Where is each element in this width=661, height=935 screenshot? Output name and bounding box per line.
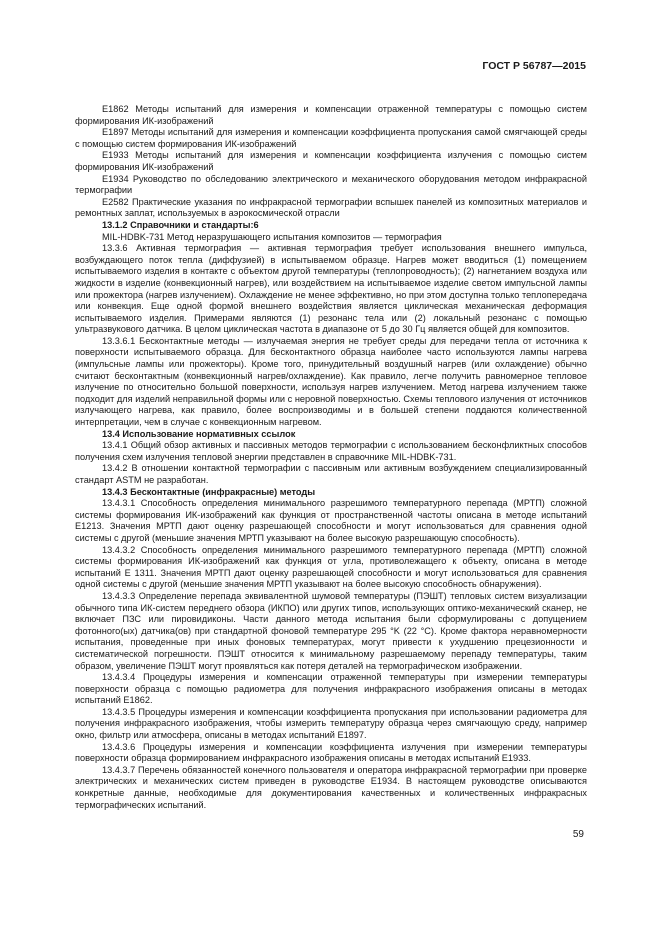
section-heading: 13.4 Использование нормативных ссылок: [102, 428, 296, 439]
paragraph: 13.4.3.6 Процедуры измерения и компенсации коэффициента излучения при измерении температуры поверхности образца формированием инфракрасного изображения описаны в методах испытаний E1933.: [75, 741, 587, 764]
document-header: ГОСТ Р 56787—2015: [482, 60, 586, 72]
paragraph: E1862 Методы испытаний для измерения и компенсации отраженной температуры с помощью систем формирования ИК-изображений: [75, 104, 587, 126]
paragraph: 13.4.3.7 Перечень обязанностей конечного пользователя и оператора инфракрасной термографии при проверке электрических и механических систем приведен в руководстве E1934. В настоящем руководстве описываются конкретные данные, необходимые для документирования качественных и количественных инфракрасных термографических испытаний.: [75, 764, 587, 810]
paragraph: E1934 Руководство по обследованию электрического и механического оборудования методом инфракрасной термографии: [75, 173, 587, 196]
document-body: [75, 104, 587, 811]
paragraph: E1897 Методы испытаний для измерения и компенсации коэффициента пропускания самой смягчающей среды с помощью систем формирования ИК-изображений: [75, 127, 587, 149]
section-heading: 13.4.3 Бесконтактные (инфракрасные) методы: [102, 486, 316, 497]
paragraph: 13.4.3.4 Процедуры измерения и компенсации отраженной температуры при измерении температуры поверхности образца с помощью радиометра для получения инфракрасного изображения описаны в методах испытаний E1862.: [75, 672, 587, 706]
paragraph: 13.3.6.1 Бесконтактные методы — излучаемая энергия не требует среды для передачи тепла от источника к поверхности испытываемого образца. Для бесконтактного образца наиболее часто используются лампы нагрева (импульсные лампы или прожекторы). Кроме того, принудительный воздушный нагрев (или охлаждение) обычно считают бесконтактным (конвекционный нагрев/охлаждение). Как правило, легче получить равномерное тепловое излучение по относительно большой поверхности, используя нагрев излучением. Метод нагрева излучением также подходит для изделий неправильной формы или с неровной поверхностью. Схемы теплового излучения от источников излучающего нагрева, как правило, более воспроизводимы и в большей степени поддаются количественной интерпретации, чем в случае с конвекционным нагревом.: [75, 335, 587, 428]
paragraph: 13.4.3.5 Процедуры измерения и компенсации коэффициента пропускания при использовании радиометра для получения инфракрасного изображения, чтобы измерить температуру образца через смягчающую среду, например окно, фильтр или атмосфера, описаны в методах испытаний E1897.: [75, 706, 587, 741]
paragraph: 13.4.2 В отношении контактной термографии с пассивным или активным возбуждением специализированный стандарт ASTM не разработан.: [75, 463, 587, 485]
paragraph: E1933 Методы испытаний для измерения и компенсации коэффициента излучения с помощью систем формирования ИК-изображений: [75, 150, 587, 172]
paragraph: 13.4.3.2 Способность определения минимального разрешимого температурного перепада (МРТП) сложной системы формирования ИК-изображений как функция от угла, противолежащего к объекту, описана в методе испытаний E 1311. Значения МРТП дают оценку разрешающей способности и могут использоваться для сравнения одной системы с другой (меньшие значения МРТП указывают на более высокую способность обнаружения).: [75, 544, 587, 590]
section-heading: 13.1.2 Справочники и стандарты:6: [102, 219, 259, 230]
page-number: 59: [572, 829, 584, 840]
paragraph: MIL-HDBK-731 Метод неразрушающего испытания композитов — термография: [102, 231, 442, 242]
paragraph: E2582 Практические указания по инфракрасной термографии вспышек панелей из композитных материалов и ремонтных заплат, используемых в аэрокосмической отрасли: [75, 196, 587, 219]
paragraph: 13.3.6 Активная термография — активная термография требует использования внешнего импульса, возбуждающего поток тепла (диффузией) в испытываемом образце. Нагрев может вводиться (1) помещением испытываемого изделия в контакте с объектом другой температуры (теплопроводность); (2) нагнетанием воздуха или жидкости в изделие (конвекционный нагрев), или воздействием на испытываемое изделие светом импульсной лампы или прожектора (нагрев излучением). Охлаждение не менее эффективно, но при этом доступна только теплопередача или конвекция. Еще одной формой внешнего воздействия является циклическая механическая деформация испытываемого изделия. Примерами являются (1) резонанс тела или (2) локальный резонанс с помощью ультразвукового датчика. В целом циклическая частота в диапазоне от 5 до 30 Гц является общей для композитов.: [75, 243, 587, 335]
paragraph: 13.4.3.1 Способность определения минимального разрешимого температурного перепада (МРТП) сложной системы формирования ИК-изображений как функция от пространственной частоты описана в методе испытаний E1213. Значения МРТП дают оценку разрешающей способности и могут использоваться для сравнения одной системы с другой (меньшие значения МРТП указывают на более высокую разрешающую способность).: [75, 498, 587, 543]
paragraph: 13.4.1 Общий обзор активных и пассивных методов термографии с использованием бесконфликтных способов получения схем излучения тепловой энергии представлен в справочнике MIL-HDBK-731.: [75, 440, 587, 462]
paragraph: 13.4.3.3 Определение перепада эквивалентной шумовой температуры (ПЭШТ) тепловых систем визуализации обычного типа ИК-систем переднего обзора (ИКПО) или других типов, использующих оптико-механический сканер, не включает ПЗС или пировидиконы. Части данного метода испытания были сформулированы с допущением фотонного(ых) датчика(ов) при стандартной фоновой температуре 295 °K (22 °C). Кроме фактора неравномерности испытания, проведенные при иных фоновых температурах, могут привести к ухудшению прецезионности и систематической погрешности. ПЭШТ относится к минимальному разрешаемому перепаду температуры, таким образом, увеличение ПЭШТ могут проявляться как потеря деталей на термографическом изображении.: [75, 590, 587, 671]
